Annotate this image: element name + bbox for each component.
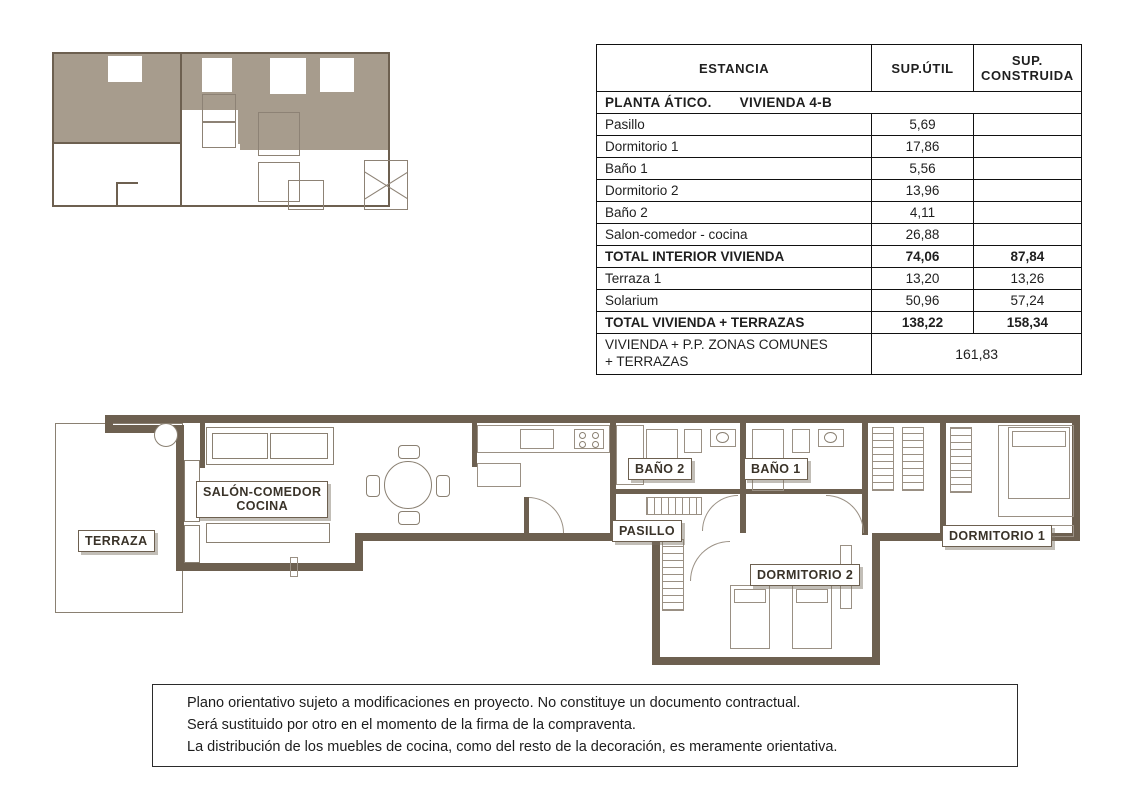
row-name: Dormitorio 1 <box>597 136 872 158</box>
key-plan-void-c <box>270 58 306 94</box>
table-total-vivienda-row <box>597 312 1082 334</box>
dining-chair-left <box>366 475 380 497</box>
key-plan-divider-horizontal <box>54 142 182 144</box>
hob-burner-3 <box>579 441 586 448</box>
hob-burner-4 <box>592 441 599 448</box>
table-row <box>597 158 1082 180</box>
bedroom2-door-swing <box>690 541 730 581</box>
surface-area-table <box>596 44 1082 375</box>
window-mark-bottom-left <box>290 557 298 577</box>
header-sup-construida-line1: SUP. <box>1011 53 1043 68</box>
key-plan-notch <box>116 182 118 205</box>
bath2-wc <box>684 429 702 453</box>
section-planta: PLANTA ÁTICO. <box>605 95 712 110</box>
section-title-cell <box>597 92 1082 114</box>
label-salon-line1: SALÓN-COMEDOR <box>203 485 322 499</box>
row-construida <box>973 158 1081 180</box>
table-row <box>597 114 1082 136</box>
label-salon-line2: COCINA <box>236 499 289 514</box>
wall-bedroom2-right <box>872 533 880 665</box>
kitchen-island <box>477 463 521 487</box>
disclaimer-line-3: La distribución de los muebles de cocina, como del resto de la decoración, es meramente orientativa. <box>187 738 838 755</box>
table-row <box>597 180 1082 202</box>
key-plan-room-3 <box>288 180 324 210</box>
comunes-name <box>597 334 872 375</box>
bath1-wc <box>792 429 810 453</box>
column-round <box>154 423 178 447</box>
label-salon-comedor-cocina <box>196 481 328 518</box>
wardrobe-hall-1 <box>872 427 894 491</box>
row-name: Pasillo <box>597 114 872 136</box>
total-vivienda-construida: 158,34 <box>973 312 1081 334</box>
table-row <box>597 268 1082 290</box>
total-vivienda-name: TOTAL VIVIENDA + TERRAZAS <box>597 312 872 334</box>
floor-plan-diagram <box>50 405 1085 680</box>
bedroom1-pillow <box>1012 431 1066 447</box>
total-interior-construida: 87,84 <box>973 246 1081 268</box>
table-row <box>597 136 1082 158</box>
hob-burner-1 <box>579 432 586 439</box>
table-row <box>597 202 1082 224</box>
label-bano-2 <box>628 458 692 480</box>
row-util: 4,11 <box>872 202 973 224</box>
header-sup-construida-line2: CONSTRUIDA <box>981 68 1074 83</box>
row-util: 13,96 <box>872 180 973 202</box>
partition-bath1-lower <box>740 489 746 533</box>
label-dormitorio2-text: DORMITORIO 2 <box>757 568 854 582</box>
row-name: Solarium <box>597 290 872 312</box>
table-row <box>597 224 1082 246</box>
key-plan-diagram <box>52 52 390 207</box>
sofa-cushion-right <box>270 433 328 459</box>
dining-chair-bottom <box>398 511 420 525</box>
header-sup-util: SUP.ÚTIL <box>872 45 973 92</box>
row-util: 5,56 <box>872 158 973 180</box>
partition-closet-divider <box>940 423 946 533</box>
table-total-interior-row <box>597 246 1082 268</box>
console-table <box>206 523 330 543</box>
table-row <box>597 290 1082 312</box>
wardrobe-hall-2 <box>902 427 924 491</box>
key-plan-room-1 <box>202 94 236 122</box>
bedroom2-bed-left-pillow <box>734 589 766 603</box>
label-dormitorio1-text: DORMITORIO 1 <box>949 529 1046 543</box>
section-vivienda: VIVIENDA 4-B <box>739 95 833 110</box>
hall-door-jamb <box>524 497 529 533</box>
row-util: 50,96 <box>872 290 973 312</box>
wall-bottom-left <box>176 563 362 571</box>
row-construida: 57,24 <box>973 290 1081 312</box>
key-plan-divider-vertical <box>180 54 182 205</box>
row-name: Salon-comedor - cocina <box>597 224 872 246</box>
label-terraza-text: TERRAZA <box>85 534 148 548</box>
bath2-door-swing <box>702 495 738 531</box>
label-pasillo <box>612 520 682 542</box>
row-util: 26,88 <box>872 224 973 246</box>
comunes-value: 161,83 <box>872 334 1082 375</box>
sofa-cushion-left <box>212 433 268 459</box>
row-name: Dormitorio 2 <box>597 180 872 202</box>
row-construida <box>973 202 1081 224</box>
comunes-name-line1: VIVIENDA + P.P. ZONAS COMUNES <box>605 337 828 352</box>
dining-table <box>384 461 432 509</box>
hob-burner-2 <box>592 432 599 439</box>
key-plan-lower-block <box>116 144 240 205</box>
key-plan-terrace-marker <box>364 160 408 210</box>
kitchen-sink <box>520 429 554 449</box>
dining-chair-top <box>398 445 420 459</box>
row-construida <box>973 136 1081 158</box>
label-pasillo-text: PASILLO <box>619 524 676 538</box>
header-sup-construida <box>973 45 1081 92</box>
comunes-name-line2: + TERRAZAS <box>605 353 689 369</box>
key-plan-notch-2 <box>116 182 138 184</box>
disclaimer-box <box>152 684 1018 767</box>
table-section-row <box>597 92 1082 114</box>
partition-bath1-right <box>862 423 868 495</box>
wardrobe-bedroom1 <box>950 427 972 493</box>
key-plan-void-a <box>108 56 142 82</box>
total-interior-name: TOTAL INTERIOR VIVIENDA <box>597 246 872 268</box>
total-interior-util: 74,06 <box>872 246 973 268</box>
label-bano2-text: BAÑO 2 <box>635 462 685 476</box>
row-util: 5,69 <box>872 114 973 136</box>
label-dormitorio-1 <box>942 525 1052 547</box>
row-construida <box>973 180 1081 202</box>
table-header-row <box>597 45 1082 92</box>
key-plan-void-b <box>202 58 232 92</box>
bath1-sink-basin <box>824 432 837 443</box>
table-comunes-row <box>597 334 1082 375</box>
wardrobe-bedroom2 <box>662 539 684 611</box>
partition-bath-bottom-wall <box>616 489 744 494</box>
bath1-door-swing <box>826 495 864 533</box>
row-construida <box>973 114 1081 136</box>
disclaimer-line-1: Plano orientativo sujeto a modificaciones en proyecto. No constituye un documento contractual. <box>187 695 801 711</box>
row-name: Terraza 1 <box>597 268 872 290</box>
terrace-ledge-bottom <box>184 525 200 563</box>
wall-top-main <box>105 415 1080 423</box>
label-dormitorio-2 <box>750 564 860 586</box>
dining-chair-right <box>436 475 450 497</box>
total-vivienda-util: 138,22 <box>872 312 973 334</box>
hall-door-swing-left <box>528 497 564 533</box>
row-name: Baño 2 <box>597 202 872 224</box>
label-terraza <box>78 530 155 552</box>
row-util: 13,20 <box>872 268 973 290</box>
row-construida: 13,26 <box>973 268 1081 290</box>
label-bano1-text: BAÑO 1 <box>751 462 801 476</box>
row-name: Baño 1 <box>597 158 872 180</box>
header-estancia: ESTANCIA <box>597 45 872 92</box>
partition-salon-right <box>200 423 205 468</box>
wall-bedroom2-bottom <box>652 657 880 665</box>
wall-bedroom2-left <box>652 533 660 665</box>
disclaimer-line-2: Será sustituido por otro en el momento de la firma de la compraventa. <box>187 716 636 733</box>
row-construida <box>973 224 1081 246</box>
bath2-wall-hatch <box>646 497 702 515</box>
terrace-area <box>55 423 183 613</box>
key-plan-room-2 <box>202 122 236 148</box>
label-bano-1 <box>744 458 808 480</box>
bath2-sink-basin <box>716 432 729 443</box>
wall-terrace-vertical <box>176 425 184 570</box>
bedroom2-bed-right-pillow <box>796 589 828 603</box>
key-plan-void-d <box>320 58 354 92</box>
row-util: 17,86 <box>872 136 973 158</box>
key-plan-stair-core <box>258 112 300 156</box>
